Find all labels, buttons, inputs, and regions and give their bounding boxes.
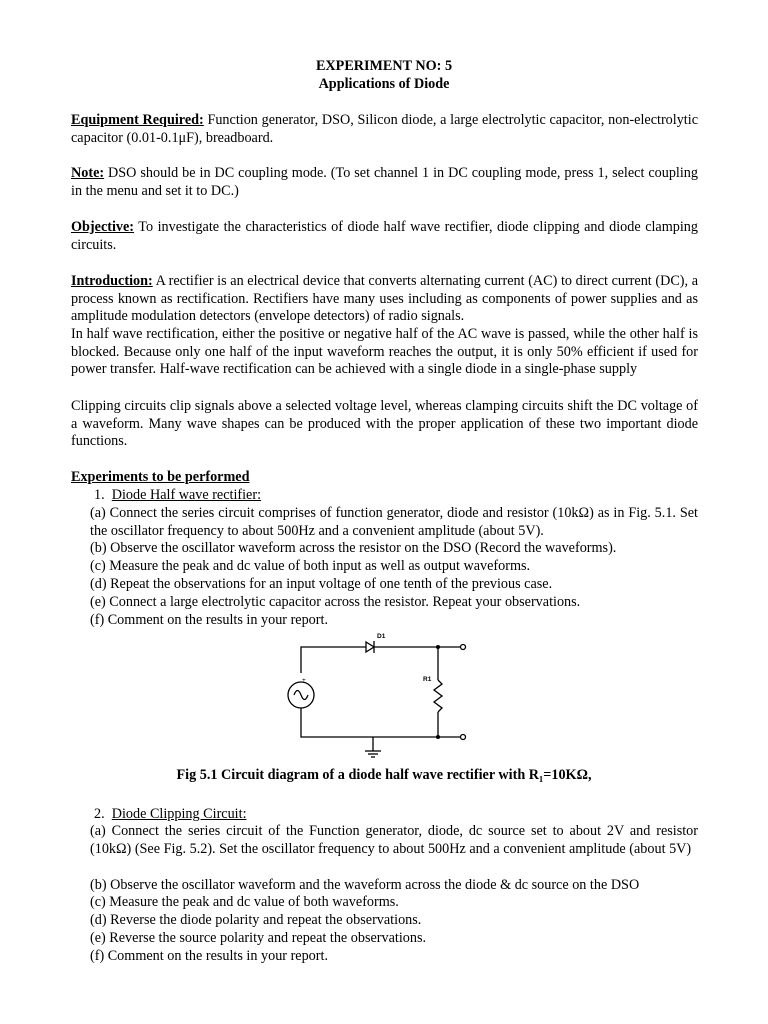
introduction-p1: A rectifier is an electrical device that converts alternating current (AC) to direct current (DC), a process known as rectification. Rectifiers have many uses including as components of power supplies and as amplitude modulation detectors (envelope detectors) of radio signals. [71,273,698,325]
exp1-step-a: (a) Connect the series circuit comprises of function generator, diode and resistor (10kΩ) as in Fig. 5.1. Set the oscillator frequency to about 500Hz and a convenient amplitude (about 5V). [90,505,698,539]
introduction-label: Introduction: [71,273,153,289]
page-title: EXPERIMENT NO: 5 [315,58,453,74]
output-terminal-top [461,645,466,650]
exp1-step-e: (e) Connect a large electrolytic capacitor across the resistor. Repeat your observations. [90,594,581,610]
output-terminal-bottom [461,735,466,740]
introduction-p2: In half wave rectification, either the positive or negative half of the AC wave is passed, while the other half is blocked. Because only one half of the input waveform reaches the output, it is only 50% efficient if used for power transfer. Half-wave rectification can be achieved with a single diode in a single-phase supply [71,326,698,378]
exp2-step-d: (d) Reverse the diode polarity and repeat the observations. [90,912,422,928]
diode-label: D1 [377,633,386,640]
figure-caption: Fig 5.1 Circuit diagram of a diode half wave rectifier with R₁=10KΩ, [176,767,592,783]
objective-section [71,219,698,254]
exp1-step-d: (d) Repeat the observations for an input voltage of one tenth of the previous case. [90,576,553,592]
experiments-heading: Experiments to be performed [71,469,250,485]
objective-label: Objective: [71,219,135,235]
page-subtitle: Applications of Diode [318,76,450,92]
equipment-section [71,112,698,147]
wire-left-top [301,647,366,673]
introduction-p3: Clipping circuits clip signals above a selected voltage level, whereas clamping circuits shift the DC voltage of a waveform. Many wave shapes can be produced with the proper application of these two important diode functions. [71,398,698,450]
exp2-step-f: (f) Comment on the results in your report. [90,948,328,964]
exp2-title: Diode Clipping Circuit: [111,806,247,822]
equipment-text: Function generator, DSO, Silicon diode, a large electrolytic capacitor, non-electrolytic capacitor (0.01-0.1μF), breadboard. [71,112,698,146]
resistor-label: R1 [423,676,432,683]
half-wave-rectifier-circuit [270,628,490,763]
junction-bottom [436,735,440,739]
exp2-step-b: (b) Observe the oscillator waveform and the waveform across the diode & dc source on the DSO [90,877,640,893]
exp1-step-b: (b) Observe the oscillator waveform across the resistor on the DSO (Record the waveforms). [90,540,617,556]
exp2-step-e: (e) Reverse the source polarity and repeat the observations. [90,930,427,946]
diode-symbol [366,642,374,652]
experiments-section [71,469,698,487]
equipment-label: Equipment Required: [71,112,204,128]
ac-source-wave [294,691,308,700]
exp1-title: Diode Half wave rectifier: [111,487,262,503]
source-plus-label: + [302,677,306,684]
objective-text: To investigate the characteristics of diode half wave rectifier, diode clipping and diode clamping circuits. [71,219,698,253]
resistor-symbol [434,680,442,712]
note-label: Note: [71,165,105,181]
exp1-step-c: (c) Measure the peak and dc value of both input as well as output waveforms. [90,558,531,574]
introduction-section [71,273,698,326]
note-section [71,165,698,200]
exp1-heading [94,487,261,505]
exp1-number: 1. [94,487,105,503]
exp2-step-c: (c) Measure the peak and dc value of both waveforms. [90,894,399,910]
note-text: DSO should be in DC coupling mode. (To set channel 1 in DC coupling mode, press 1, select coupling in the menu and set it to DC.) [71,165,698,199]
junction-top [436,645,440,649]
wire-bottom [301,708,460,737]
exp2-number: 2. [94,806,105,822]
exp1-step-f: (f) Comment on the results in your report. [90,612,328,628]
exp2-heading [94,806,247,824]
exp2-step-a: (a) Connect the series circuit of the Function generator, diode, dc source set to about 2V and resistor (10kΩ) (See Fig. 5.2). Set the oscillator frequency to about 500Hz and a convenient amplitude (about 5V) [90,823,698,857]
